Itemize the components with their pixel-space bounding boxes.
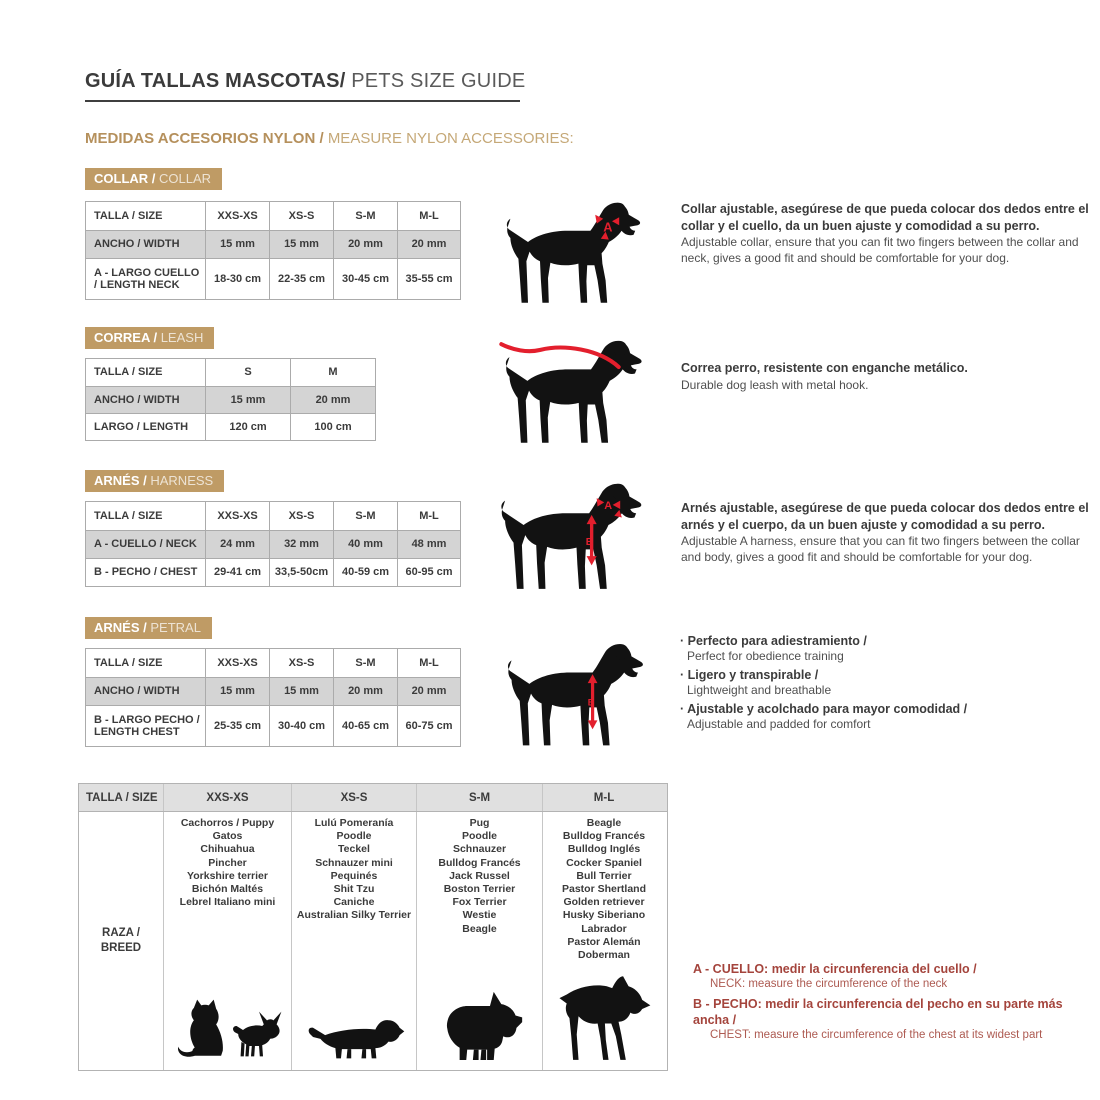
breed-name: Bulldog Inglés	[567, 843, 641, 856]
harness-neck-ml: 48 mm	[398, 531, 461, 559]
harness-description	[681, 500, 1093, 565]
leash-length-s: 120 cm	[206, 414, 291, 441]
breed-name: Chihuahua	[200, 843, 255, 856]
breed-name: Gatos	[212, 830, 243, 843]
collar-badge-es: COLLAR /	[94, 171, 156, 186]
schnauzer-icon	[435, 986, 525, 1064]
note-neck-es: A - CUELLO: medir la circunferencia del cuello /	[693, 962, 977, 976]
page-subtitle-en: MEASURE NYLON ACCESSORIES:	[327, 130, 574, 147]
collar-width-xs: 15 mm	[270, 231, 334, 259]
dog-collar-measure-icon	[496, 198, 656, 306]
petral-section-badge	[85, 617, 212, 639]
petral-th-size: TALLA / SIZE	[86, 649, 206, 678]
breed-row-label-en: BREED	[100, 942, 142, 954]
petral-th-xxs: XXS-XS	[206, 649, 270, 678]
breed-name: Bulldog Francés	[438, 856, 521, 869]
petral-width-xxs: 15 mm	[206, 678, 270, 706]
harness-size-table	[85, 501, 461, 587]
note-chest-es: B - PECHO: medir la circunferencia del pecho en su parte más ancha /	[693, 997, 1063, 1027]
leash-th-s: S	[206, 359, 291, 387]
collar-row-neck-label: A - LARGO CUELLO / LENGTH NECK	[86, 259, 206, 300]
collar-th-xxs: XXS-XS	[206, 202, 270, 231]
breed-name: Poodle	[461, 830, 497, 843]
harness-neck-xxs: 24 mm	[206, 531, 270, 559]
breed-name: Lulú Pomeranía	[314, 817, 394, 829]
petral-size-table	[85, 648, 461, 747]
leash-desc-es: Correa perro, resistente con enganche metálico.	[681, 361, 968, 375]
page-title-en: PETS SIZE GUIDE	[351, 70, 526, 92]
leash-length-m: 100 cm	[291, 414, 376, 441]
breed-name: Pastor Alemán	[567, 935, 641, 948]
collar-width-sm: 20 mm	[334, 231, 398, 259]
svg-text:B: B	[585, 537, 594, 549]
collar-neck-xs: 22-35 cm	[270, 259, 334, 300]
breed-name: Jack Russel	[449, 869, 510, 882]
collar-th-xs: XS-S	[270, 202, 334, 231]
feature-item	[680, 701, 1092, 732]
breed-name: Fox Terrier	[452, 896, 507, 909]
collar-section-badge	[85, 168, 222, 190]
leash-section-badge	[85, 327, 214, 349]
petral-width-ml: 20 mm	[398, 678, 461, 706]
breed-name: Shit Tzu	[333, 883, 375, 896]
breed-name: Husky Siberiano	[562, 909, 646, 922]
breed-name: Pastor Shertland	[561, 883, 647, 896]
dog-chest-measure-icon	[497, 638, 659, 750]
breed-name: Pincher	[208, 856, 247, 869]
breed-row-label-es: RAZA /	[102, 927, 140, 939]
harness-chest-sm: 40-59 cm	[334, 559, 398, 587]
leash-row-length-label: LARGO / LENGTH	[86, 414, 206, 441]
harness-chest-xs: 33,5-50cm	[270, 559, 334, 587]
breed-th-xxs: XXS-XS	[163, 784, 291, 811]
page-title	[85, 70, 526, 102]
breed-name: Bull Terrier	[576, 869, 632, 882]
note-neck-en: NECK: measure the circumference of the neck	[710, 978, 948, 990]
collar-neck-xxs: 18-30 cm	[206, 259, 270, 300]
petral-row-width-label: ANCHO / WIDTH	[86, 678, 206, 706]
breed-name: Bulldog Francés	[562, 830, 646, 843]
feature-en: Adjustable and padded for comfort	[687, 717, 871, 731]
breed-col-xs	[291, 812, 416, 1070]
breed-name: Boston Terrier	[443, 883, 516, 896]
feature-en: Lightweight and breathable	[687, 683, 832, 697]
measurement-notes	[693, 961, 1098, 1047]
breed-name: Australian Silky Terrier	[296, 909, 412, 922]
collar-desc-en: Adjustable collar, ensure that you can fit two fingers between the collar and neck, gives a good fit and should be comfortable for your dog.	[681, 235, 1079, 265]
breed-name: Poodle	[336, 830, 372, 843]
petral-chest-ml: 60-75 cm	[398, 706, 461, 747]
collar-neck-ml: 35-55 cm	[398, 259, 461, 300]
breed-size-table	[78, 783, 668, 1071]
harness-chest-ml: 60-95 cm	[398, 559, 461, 587]
petral-row-chest-label: B - LARGO PECHO / LENGTH CHEST	[86, 706, 206, 747]
harness-th-xs: XS-S	[270, 502, 334, 531]
breed-th-size: TALLA / SIZE	[86, 791, 158, 804]
petral-badge-es: ARNÉS /	[94, 620, 147, 635]
breed-name: Labrador	[581, 922, 627, 935]
breed-col-sm	[416, 812, 542, 1070]
feature-en: Perfect for obedience training	[687, 649, 844, 663]
harness-row-neck-label: A - CUELLO / NECK	[86, 531, 206, 559]
leash-width-s: 15 mm	[206, 387, 291, 414]
breed-row-label	[79, 812, 163, 1070]
harness-th-sm: S-M	[334, 502, 398, 531]
cat-icon	[173, 998, 223, 1064]
collar-width-xxs: 15 mm	[206, 231, 270, 259]
petral-th-xs: XS-S	[270, 649, 334, 678]
breed-name: Teckel	[338, 843, 370, 856]
feature-es: · Ligero y transpirable /	[680, 667, 1092, 683]
page-subtitle	[85, 130, 574, 147]
svg-text:A: A	[604, 500, 613, 513]
breed-th-ml: M-L	[542, 784, 665, 811]
harness-neck-sm: 40 mm	[334, 531, 398, 559]
petral-features-list	[680, 633, 1092, 735]
petral-chest-xxs: 25-35 cm	[206, 706, 270, 747]
breed-th-sm: S-M	[416, 784, 542, 811]
leash-desc-en: Durable dog leash with metal hook.	[681, 377, 869, 392]
xs-animals	[292, 967, 416, 1070]
breed-col-ml	[542, 812, 665, 1070]
collar-neck-sm: 30-45 cm	[334, 259, 398, 300]
breed-name: Bichón Maltés	[191, 883, 264, 896]
harness-th-ml: M-L	[398, 502, 461, 531]
feature-item	[680, 633, 1092, 664]
breed-col-xxs	[163, 812, 291, 1070]
collar-th-ml: M-L	[398, 202, 461, 231]
harness-chest-xxs: 29-41 cm	[206, 559, 270, 587]
harness-badge-en: HARNESS	[150, 473, 214, 488]
dog-with-leash-icon	[462, 336, 658, 446]
feature-item	[680, 667, 1092, 698]
doberman-icon	[554, 974, 654, 1064]
breed-table-body	[79, 812, 667, 1070]
harness-th-xxs: XXS-XS	[206, 502, 270, 531]
harness-row-chest-label: B - PECHO / CHEST	[86, 559, 206, 587]
harness-section-badge	[85, 470, 224, 492]
leash-width-m: 20 mm	[291, 387, 376, 414]
dachshund-icon	[302, 1010, 406, 1064]
leash-th-m: M	[291, 359, 376, 387]
breed-name: Golden retriever	[563, 896, 645, 909]
xxs-animals	[164, 967, 291, 1070]
leash-row-width-label: ANCHO / WIDTH	[86, 387, 206, 414]
collar-width-ml: 20 mm	[398, 231, 461, 259]
petral-chest-xs: 30-40 cm	[270, 706, 334, 747]
petral-badge-en: PETRAL	[150, 620, 201, 635]
harness-neck-xs: 32 mm	[270, 531, 334, 559]
collar-description	[681, 201, 1093, 266]
feature-es: · Perfecto para adiestramiento /	[680, 633, 1092, 649]
petral-width-xs: 15 mm	[270, 678, 334, 706]
petral-chest-sm: 40-65 cm	[334, 706, 398, 747]
leash-badge-en: LEASH	[160, 330, 204, 345]
breed-name: Lebrel Italiano mini	[179, 896, 276, 909]
breed-name: Beagle	[462, 922, 497, 935]
ml-animals	[543, 967, 665, 1070]
harness-badge-es: ARNÉS /	[94, 473, 147, 488]
breed-table-header	[79, 784, 667, 812]
harness-desc-en: Adjustable A harness, ensure that you can fit two fingers between the collar and body, gives a good fit and should be comfortable for your dog.	[681, 534, 1080, 564]
collar-size-table	[85, 201, 461, 300]
page-title-es: GUÍA TALLAS MASCOTAS/	[85, 70, 346, 92]
svg-text:A: A	[603, 219, 613, 235]
breed-name: Schnauzer	[452, 843, 507, 856]
breed-name: Doberman	[578, 949, 630, 962]
leash-th-size: TALLA / SIZE	[86, 359, 206, 387]
petral-th-sm: S-M	[334, 649, 398, 678]
breed-name: Caniche	[333, 896, 375, 909]
svg-text:B: B	[587, 697, 595, 708]
page-subtitle-es: MEDIDAS ACCESORIOS NYLON /	[85, 130, 324, 147]
breed-name: Beagle	[586, 817, 622, 829]
petral-width-sm: 20 mm	[334, 678, 398, 706]
collar-badge-en: COLLAR	[159, 171, 212, 186]
feature-es: · Ajustable y acolchado para mayor comodidad /	[680, 701, 1092, 717]
breed-name: Pequinés	[330, 869, 378, 882]
note-neck	[693, 961, 1098, 992]
breed-name: Yorkshire terrier	[187, 869, 268, 882]
petral-th-ml: M-L	[398, 649, 461, 678]
breed-name: Cocker Spaniel	[566, 856, 642, 869]
breed-name: Schnauzer mini	[315, 856, 393, 869]
note-chest-en: CHEST: measure the circumference of the chest at its widest part	[710, 1029, 1043, 1041]
chihuahua-icon	[227, 1004, 283, 1064]
breed-name: Pug	[469, 817, 490, 829]
breed-name: Cachorros / Puppy	[180, 817, 275, 829]
collar-th-sm: S-M	[334, 202, 398, 231]
note-chest	[693, 996, 1098, 1043]
leash-size-table	[85, 358, 376, 441]
dog-harness-measure-icon	[490, 478, 658, 593]
harness-th-size: TALLA / SIZE	[86, 502, 206, 531]
breed-name: Westie	[462, 909, 497, 922]
collar-th-size: TALLA / SIZE	[86, 202, 206, 231]
breed-th-xs: XS-S	[291, 784, 416, 811]
leash-badge-es: CORREA /	[94, 330, 158, 345]
collar-row-width-label: ANCHO / WIDTH	[86, 231, 206, 259]
harness-desc-es: Arnés ajustable, asegúrese de que pueda colocar dos dedos entre el arnés y el cuerpo, da un buen ajuste y comodidad a su perro.	[681, 501, 1089, 532]
collar-desc-es: Collar ajustable, asegúrese de que pueda colocar dos dedos entre el collar y el cuello, da un buen ajuste y comodidad a su perro.	[681, 202, 1089, 233]
leash-description	[681, 360, 1093, 393]
sm-animals	[417, 967, 542, 1070]
